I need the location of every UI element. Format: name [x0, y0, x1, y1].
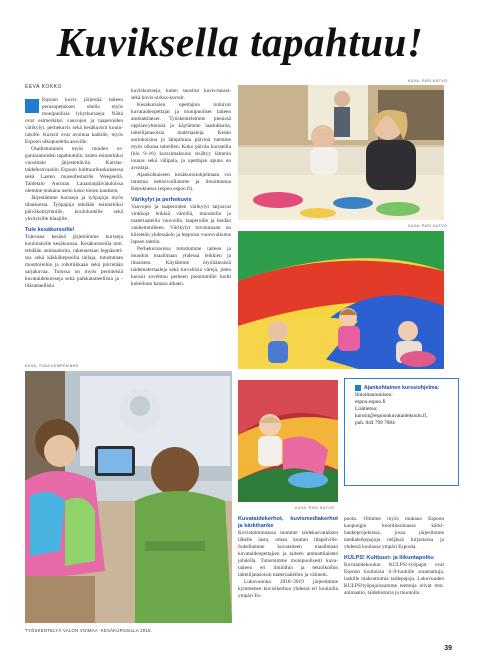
- paragraph: Espoon kuvis järjestää taiteen perusopetuksen ohella myös monipuolisia lyhytkursseja. Näitä ovat esimerkiksi vauvojen ja taaperoiden värikylyt, perhekuvis sekä kesäkurssit koululaisille. Kurssit ovat avoinna kaikille, myös Espoon ulkopuolelta asuville.: [25, 97, 123, 145]
- paragraph: Perhekursseissa tutustumme taiteen ja muodon maailmaan yhdessä leikkien ja ilmaisten. Käytämme myöhäinsisiä taidemateriaaleja sekä turvallisia värejä, joten kurssit sovelttuu perheen pienimmille tuotti kokeiluun kanssa alkaen.: [131, 246, 231, 287]
- article-column-2: [131, 88, 231, 288]
- paragraph: kuviskursseja, kuten suositut kuvis-tanssi- sekä kuvis-sirkus-kurssit.: [131, 88, 231, 101]
- square-bullet-icon: [355, 385, 361, 391]
- section-heading: Tule kesäkurssille!: [25, 227, 75, 233]
- photo-parachute-play: [238, 231, 444, 369]
- paragraph: Kuvistoiminnassa tuomme taidekasvatuksen lähelle lasta, oman koulun iltapäiville. Sukellamme kuvataiteen maailmaan kuvataideopettajien ja taiteen ammattilaisten johdolla. Tutustumme monipuolisesti kuvataiteen eri ilmiöihin ja tekniikoihin taiteilijatasoisin materiaaleihin ja välinein.: [238, 530, 338, 578]
- info-phone: puh. 044 799 7084: [355, 420, 395, 427]
- drop-cap-square: [25, 99, 39, 113]
- paragraph: Järjestämme kursseja ja työpajoja myös tilauksesta. Työpajoja tehdään esimerkiksi päiväkotiryhmille, koululuokille sekä yksityisille tilaajille.: [25, 195, 123, 222]
- article-column-4: [344, 516, 444, 597]
- photo-baby-fabric: [238, 380, 338, 502]
- section-heading: KULPS! Kulttuuri- ja liikuntapolku: [344, 555, 434, 561]
- section-heading: Värikylyt ja perhekuvis: [131, 197, 192, 203]
- photo-baby-art-class: [238, 85, 444, 220]
- paragraph: Kesäkurssien opettajina toimivat kuvataideopettajat ja monipuoliset taiteen ammattilaiset. Työskentelemme pienissä oppilasryhmissä ja käytämme laadukkaita, taiteilijatasoisia materiaaleja. Kesän aurinkoisina ja lämpimina päivinä tuemme myös ulkona taiteillen. Koko päivän kursseilla (klo 9–16) kurssimaksuun sisältyy lämmin lounas sekä välipala, ja opettajan apuna on avustaja.: [131, 102, 231, 171]
- photo-credit: KUVA: PASI KUTVO: [295, 506, 335, 510]
- photo-caption: TYÖSKENTELYÄ VALON VOIMAA -KESÄKURSSILLA 2018.: [25, 628, 153, 633]
- info-email[interactable]: kurssit@espoonkuvataidekoulu.fi,: [355, 413, 428, 420]
- article-column-3: [238, 516, 338, 600]
- photo-credit: KUVA: PASI KUTVO: [408, 79, 448, 83]
- info-link[interactable]: espoo.espoo.fi: [355, 399, 386, 406]
- paragraph: Vauvojen ja taaperoiden värikylyt tarjoavat vinkkoja leikkiä väreillä, muodoilla ja materiaaleilla vauvoille, taaperoille ja heidän vanhemmilleen. Värikylyt tuvutumaan on kiireetön yhdessäolo ja leppoisa vuorovaikutus lapsen tahtiin.: [131, 204, 231, 245]
- article-column-1: [25, 97, 123, 290]
- paragraph: Tulevana kesänä järjestämme kursseja koululaisille kesäkuussa. Kesäkursseilla mm. tehdään animaatioita, rakennetaan leppäsottissa sekä käkkähepsoilla tallaja, tutustutaan moottoreihin ja robotiikkaan sekä piirretään sarjakuvaa. Tulossa on myös perinteisiä kuvataidekursseja sekä paikkataiteellisia ja -liikuntaellisia: [25, 234, 123, 289]
- info-heading: Ajankohtainen kurssiohjelma:: [364, 385, 440, 392]
- paragraph: Lukuvuonna 2018–2019 järjestimme kymmenen kuvisikerhoa yhdessä eri kouluilla ympäri Es-: [238, 579, 338, 599]
- paragraph: Osallistuminen myös muiden organisaatioiden tapahtumiin, kuten esimerkiksi vuosittain järjestettäviin Kutrias-taidefestivaaliin Espoon kulttuurikeskuksessa sekä Lasten museofestarille Weegeellä. Taidetalo Auroran Lauantaipäivätuloissa olemme mukana usein koko toisen kauksen.: [25, 146, 123, 194]
- photo-kids-tablet: [25, 371, 232, 623]
- paragraph: Ajankohtaiseen kesäkurssiohjelmaan voi tutustua nettisivuillamme ja ilmoittautua Kepoknessa (espoo.espoo.fi).: [131, 172, 231, 192]
- course-info-box: [344, 378, 459, 486]
- page-title: Kuviksella tapahtuu!: [56, 19, 424, 65]
- info-line: Lisätietoa:: [355, 406, 378, 413]
- photo-credit: KUVA: PASI KUTVO: [408, 224, 448, 228]
- page-number: 39: [444, 645, 452, 652]
- photo-credit: KUVA: TIINA KEMPPAINEN: [25, 364, 79, 368]
- section-heading: Kuvataidekerhot, kuvismediakerhot ja kärkihanke: [238, 516, 338, 529]
- byline: EEVA KOKKO: [25, 84, 62, 90]
- paragraph: Kuvataidekoulun KULPS!-työpajat ovat Espoon kouluissa 4–9-luokille suunnattuja, laskille maksuttomia taidepajoja. Lukuvuoden KULPS!työpajoissamme teemoja olivat mm. animaatio, taidehistoria ja muotoilu.: [344, 562, 444, 596]
- paragraph: poota. Olimme myös mukana Espoon kaupungin koordinoimassa kärkihankeprojektissa, jossa järjestimme medialeikepajoja neljässä kirjastossa ja yhdessä koulussa ympäri Espoota.: [344, 516, 444, 550]
- info-line: Ilmoittautumisen:: [355, 392, 393, 399]
